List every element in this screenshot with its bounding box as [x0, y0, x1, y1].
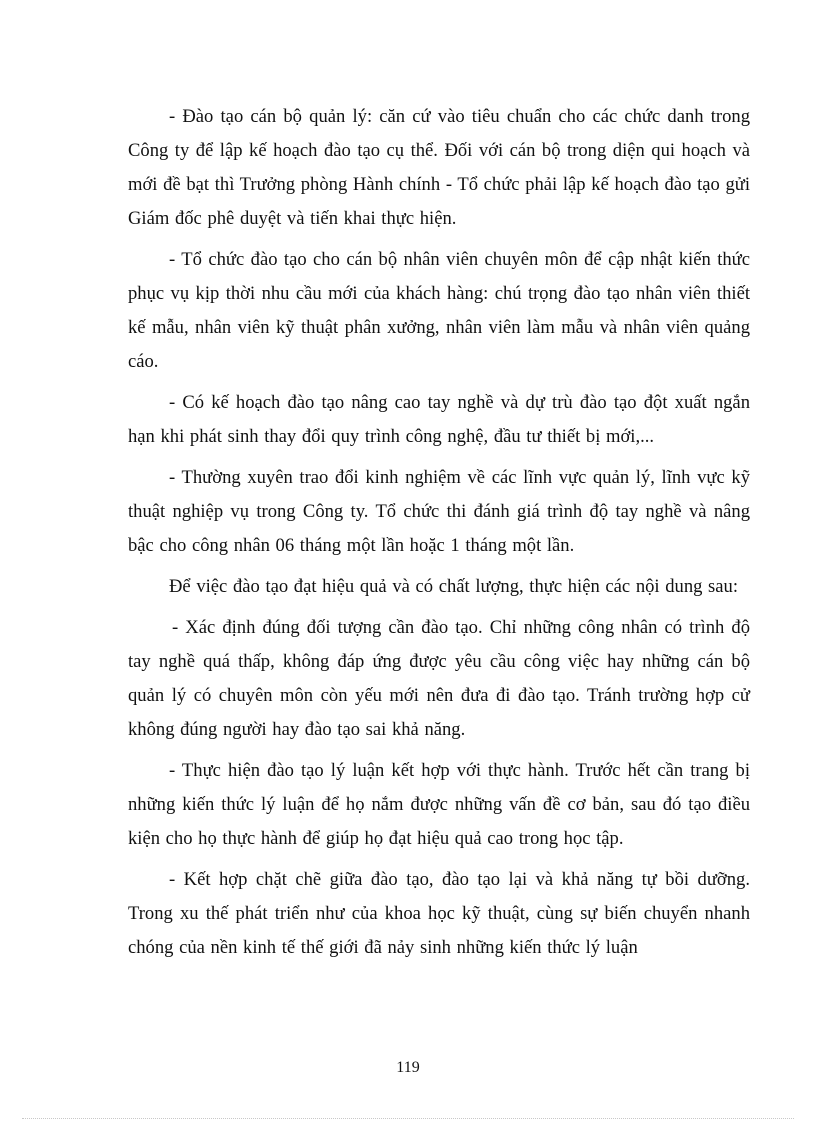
paragraph-experience-exchange: - Thường xuyên trao đổi kinh nghiệm về các lĩnh vực quản lý, lĩnh vực kỹ thuật nghiệp vụ trong Công ty. Tổ chức thi đánh giá trình độ tay nghề và nâng bậc cho công nhân 06 tháng một lần hoặc 1 tháng một lần. [128, 467, 750, 556]
paragraph-management-training: - Đào tạo cán bộ quản lý: căn cứ vào tiêu chuẩn cho các chức danh trong Công ty để lập kế hoạch đào tạo cụ thể. Đối với cán bộ trong diện qui hoạch và mới đề bạt thì Trưởng phòng Hành chính - Tổ chức phải lập kế hoạch đào tạo gửi Giám đốc phê duyệt và tiến khai thực hiện. [128, 106, 750, 229]
paragraph-theory-practice: - Thực hiện đào tạo lý luận kết hợp với thực hành. Trước hết cần trang bị những kiến thức lý luận để họ nắm được những vấn đề cơ bản, sau đó tạo điều kiện cho họ thực hành để giúp họ đạt hiệu quả cao trong học tập. [128, 760, 750, 849]
paragraph-specialist-training: - Tổ chức đào tạo cho cán bộ nhân viên chuyên môn để cập nhật kiến thức phục vụ kịp thời nhu cầu mới của khách hàng: chú trọng đào tạo nhân viên thiết kế mẫu, nhân viên kỹ thuật phân xưởng, nhân viên làm mẫu và nhân viên quảng cáo. [128, 249, 750, 372]
paragraph-target-identification: - Xác định đúng đối tượng cần đào tạo. Chỉ những công nhân có trình độ tay nghề quá thấp, không đáp ứng được yêu cầu công việc hay những cán bộ quản lý có chuyên môn còn yếu mới nên đưa đi đào tạo. Tránh trường hợp cử không đúng người hay đào tạo sai khả năng. [128, 617, 750, 740]
page-bottom-divider [22, 1118, 794, 1119]
paragraph-skill-upgrade-plan: - Có kế hoạch đào tạo nâng cao tay nghề và dự trù đào tạo đột xuất ngắn hạn khi phát sinh thay đổi quy trình công nghệ, đầu tư thiết bị mới,... [128, 392, 750, 447]
paragraph-self-study-combination: - Kết hợp chặt chẽ giữa đào tạo, đào tạo lại và khả năng tự bồi dưỡng. Trong xu thế phát triển như của khoa học kỹ thuật, cùng sự biến chuyển nhanh chóng của nền kinh tế thế giới đã nảy sinh những kiến thức lý luận [128, 869, 750, 958]
body-text [128, 100, 750, 972]
page-number: 119 [396, 1059, 420, 1076]
paragraph-training-effectiveness-intro: Để việc đào tạo đạt hiệu quả và có chất lượng, thực hiện các nội dung sau: [169, 576, 739, 597]
